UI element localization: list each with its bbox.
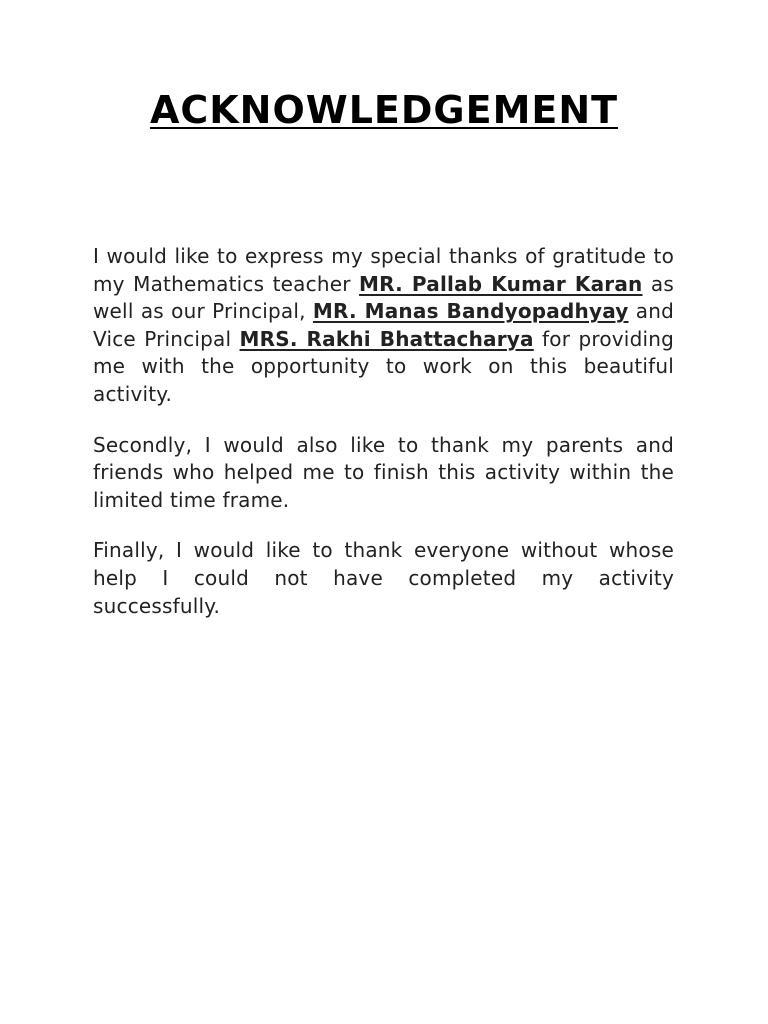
paragraph-text: I would like to express my special thanks of gratitude to my Mathematics teacher bbox=[93, 244, 674, 296]
vice-principal-name: MRS. Rakhi Bhattacharya bbox=[239, 326, 534, 351]
paragraph-text: for providing me with the opportunity to work on this beautiful activity. bbox=[93, 326, 674, 406]
paragraph-text: as well as our Principal, bbox=[93, 271, 674, 324]
paragraph-everyone: Finally, I would like to thank everyone without whose help I could not have completed my activity successfully. bbox=[93, 538, 674, 618]
principal-name: MR. Manas Bandyopadhyay bbox=[312, 299, 629, 324]
teacher-name: MR. Pallab Kumar Karan bbox=[359, 271, 643, 296]
paragraph-thanks bbox=[93, 243, 674, 409]
acknowledgement-body bbox=[93, 243, 674, 643]
page-title bbox=[0, 86, 768, 134]
paragraph-parents: Secondly, I would also like to thank my parents and friends who helped me to finish this activity within the limited time frame. bbox=[93, 432, 674, 512]
paragraph-text: and Vice Principal bbox=[93, 299, 674, 351]
page-title-text: ACKNOWLEDGEMENT bbox=[149, 88, 619, 132]
